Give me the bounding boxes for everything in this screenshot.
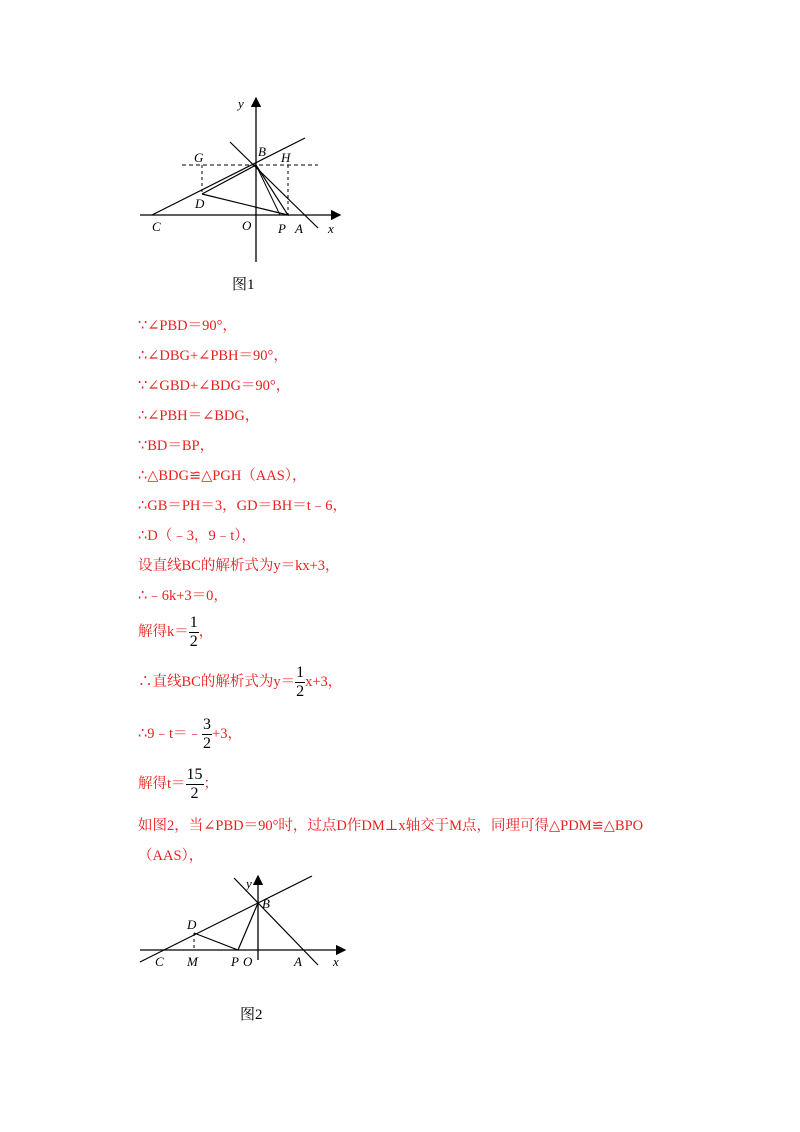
fraction xyxy=(189,614,199,651)
solution-line-fraction xyxy=(138,766,218,803)
label-c: C xyxy=(155,954,164,969)
label-d: D xyxy=(195,196,205,211)
label-x: x xyxy=(333,954,339,969)
solution-line: 设直线BC的解析式为y＝kx+3， xyxy=(138,558,340,574)
label-b: B xyxy=(262,896,270,911)
solution-line: ∵BD＝BP， xyxy=(138,438,215,454)
fraction-numerator: 3 xyxy=(203,716,212,733)
text-segment: ， xyxy=(198,623,214,640)
fraction xyxy=(202,716,212,753)
solution-line-fraction xyxy=(138,716,242,753)
figure-2-caption: 图2 xyxy=(240,1007,263,1023)
fraction-numerator: 1 xyxy=(296,664,305,681)
segment-dpb xyxy=(194,903,258,950)
label-c: C xyxy=(152,219,161,234)
triangle-dbp xyxy=(202,165,288,215)
solution-line: ∴∠DBG+∠PBH＝90°， xyxy=(138,348,288,364)
solution-line: ∴GB＝PH＝3，GD＝BH＝t﹣6， xyxy=(138,498,348,514)
label-a: A xyxy=(295,221,303,236)
label-p: P xyxy=(231,954,239,969)
fraction-denominator: 2 xyxy=(190,785,199,802)
fraction-denominator: 2 xyxy=(203,735,212,752)
solution-line: ∴﹣6k+3＝0， xyxy=(138,588,228,604)
line-bc xyxy=(140,876,312,962)
label-m: M xyxy=(187,954,198,969)
label-o: O xyxy=(242,218,252,233)
figure-1 xyxy=(130,90,350,270)
solution-line: ∴D（﹣3，9﹣t）， xyxy=(138,528,256,544)
fraction-numerator: 1 xyxy=(189,614,198,631)
solution-line: ∵∠PBD＝90°， xyxy=(138,318,237,334)
text-segment: ； xyxy=(203,775,219,792)
label-a: A xyxy=(294,954,302,969)
label-o: O xyxy=(243,954,253,969)
solution-line: ∴∠PBH＝∠BDG， xyxy=(138,408,260,424)
text-segment: 解得k＝ xyxy=(138,623,189,640)
solution-line-fraction xyxy=(138,614,213,651)
text-segment: +3， xyxy=(212,725,242,742)
figure-1-caption: 图1 xyxy=(232,277,255,293)
label-g: G xyxy=(194,150,204,165)
label-b: B xyxy=(258,144,266,159)
label-y: y xyxy=(246,876,252,891)
fraction-numerator: 15 xyxy=(186,766,203,783)
label-d: D xyxy=(187,917,197,932)
solution-line: （AAS）， xyxy=(138,848,204,864)
line-ab xyxy=(234,878,318,965)
fraction xyxy=(295,664,305,701)
text-segment: ∴9﹣t＝﹣ xyxy=(138,725,203,742)
text-segment: ∴直线BC的解析式为y＝ xyxy=(138,673,296,690)
label-x: x xyxy=(328,221,334,236)
solution-line: ∴△BDG≌△PGH（AAS）， xyxy=(138,468,307,484)
label-h: H xyxy=(281,150,291,165)
figure-2 xyxy=(130,868,360,978)
label-p: P xyxy=(278,221,286,236)
solution-line: 如图2，当∠PBD＝90°时，过点D作DM⊥x轴交于M点，同理可得△PDM≌△BPO xyxy=(138,818,644,834)
solution-line-fraction xyxy=(138,664,342,701)
fraction xyxy=(186,766,204,803)
text-segment: 解得t＝ xyxy=(138,775,186,792)
solution-line: ∵∠GBD+∠BDG＝90°， xyxy=(138,378,291,394)
fraction-denominator: 2 xyxy=(296,683,305,700)
text-segment: x+3， xyxy=(305,673,343,690)
label-y: y xyxy=(238,96,244,111)
fraction-denominator: 2 xyxy=(189,633,198,650)
